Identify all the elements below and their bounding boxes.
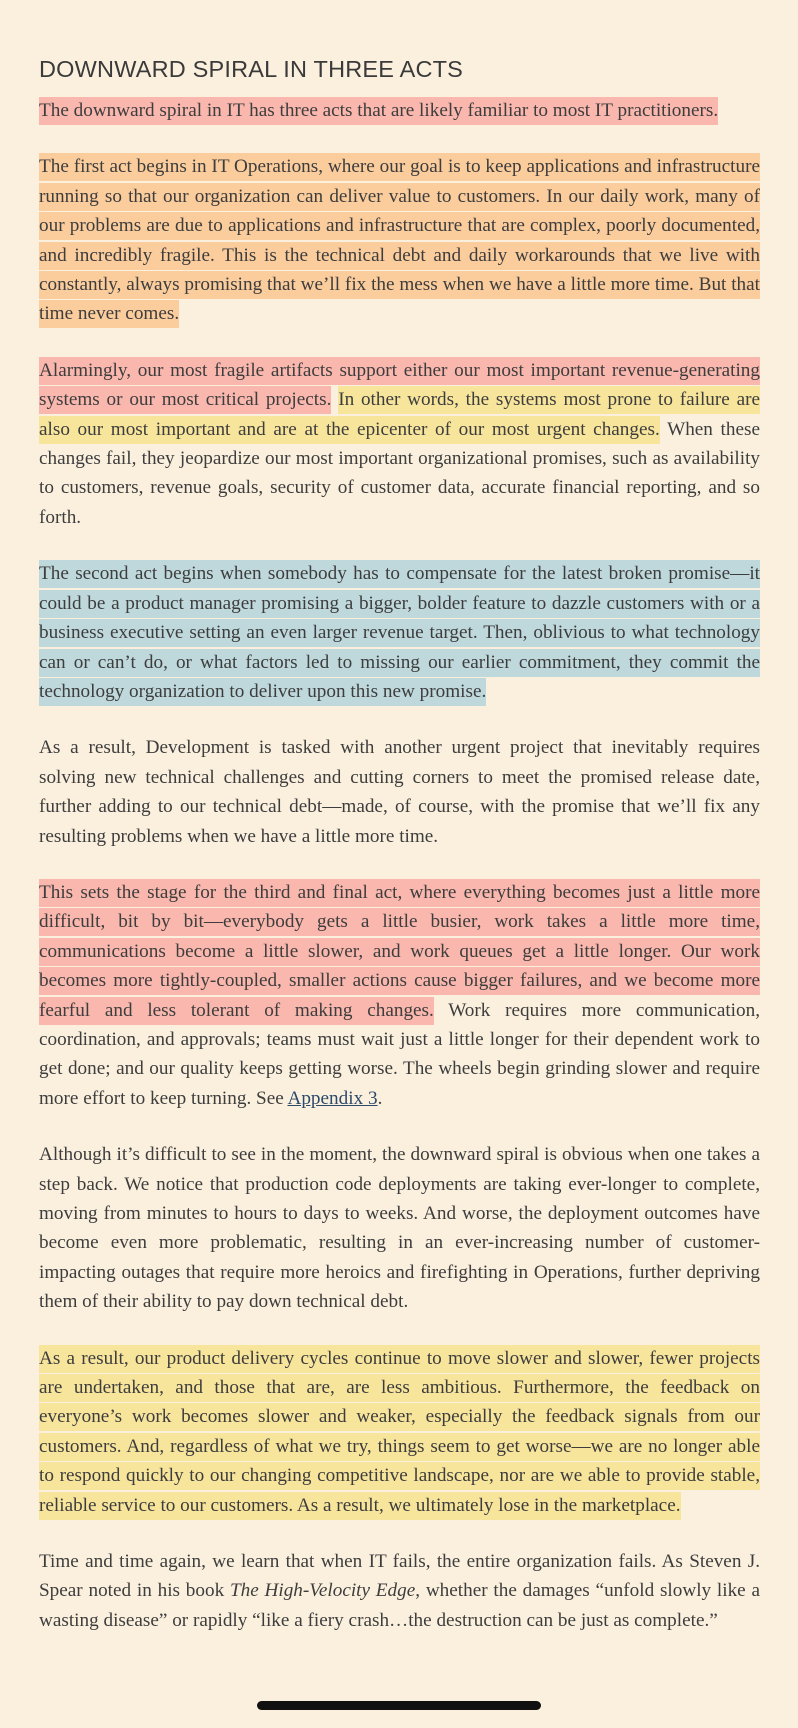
text-run: . — [377, 1087, 383, 1109]
chapter-body — [39, 96, 760, 1635]
highlight-red[interactable]: Alarmingly, our most fragile artifacts support either our most important revenue-generating systems or our most critical projects. — [39, 357, 760, 414]
text-run: , whether the damages “unfold slowly like a wasting disease” or rapidly “like a fiery crash…the destruction can be just as complete.” — [39, 1580, 760, 1631]
paragraph — [39, 878, 760, 1113]
text-run: Although it’s difficult to see in the moment, the downward spiral is obvious when one takes a step back. We notice that production code deployments are taking ever-longer to complete, moving from minutes to hours to days to weeks. And worse, the deployment outcomes have become even more problematic, resulting in an ever-increasing number of customer-impacting outages that require more heroics and firefighting in Operations, further depriving them of their ability to pay down technical debt. — [39, 1144, 760, 1313]
paragraph — [39, 1140, 760, 1316]
highlight-red[interactable]: This sets the stage for the third and final act, where everything becomes just a little more difficult, bit by bit—everybody gets a little busier, work takes a little more time, communications become a little slower, and work queues get a little longer. Our work becomes more tightly-coupled, smaller actions cause bigger failures, and we become more fearful and less tolerant of making changes. — [39, 879, 760, 1025]
chapter-heading: DOWNWARD SPIRAL IN THREE ACTS — [39, 56, 464, 82]
highlight-orange[interactable]: The first act begins in IT Operations, where our goal is to keep applications and infrastructure running so that our organization can deliver value to customers. In our daily work, many of our problems are due to applications and infrastructure that are complex, poorly documented, and incredibly fragile. This is the technical debt and daily workarounds that we live with constantly, always promising that we’ll fix the mess when we have a little more time. But that time never comes. — [39, 153, 760, 328]
highlight-red[interactable]: The downward spiral in IT has three acts that are likely familiar to most IT practitioners. — [39, 97, 718, 125]
text-run: When these changes fail, they jeopardize our most important organizational promises, such as availability to customers, revenue goals, security of customer data, accurate financial reporting, and so forth. — [39, 418, 760, 528]
appendix-link[interactable]: Appendix 3 — [287, 1087, 378, 1109]
text-run: Time and time again, we learn that when IT fails, the entire organization fails. As Steven J. Spear noted in his book — [39, 1551, 760, 1602]
home-indicator[interactable] — [257, 1701, 541, 1710]
paragraph — [39, 96, 760, 125]
highlight-yellow[interactable]: In other words, the systems most prone to failure are also our most important and are at the epicenter of our most urgent changes. — [39, 386, 760, 443]
highlight-yellow[interactable]: As a result, our product delivery cycles continue to move slower and slower, fewer projects are undertaken, and those that are, are less ambitious. Furthermore, the feedback on everyone’s work becomes slower and weaker, especially the feedback signals from our customers. And, regardless of what we try, things seem to get worse—we are no longer able to respond quickly to our changing competitive landscape, nor are we able to provide stable, reliable service to our customers. As a result, we ultimately lose in the marketplace. — [39, 1345, 760, 1520]
paragraph — [39, 733, 760, 851]
paragraph — [39, 559, 760, 706]
reader-page — [39, 52, 760, 1662]
paragraph — [39, 152, 760, 328]
paragraph — [39, 1547, 760, 1635]
paragraph — [39, 1344, 760, 1520]
book-title: The High-Velocity Edge — [229, 1580, 416, 1602]
paragraph — [39, 356, 760, 532]
highlight-blue[interactable]: The second act begins when somebody has to compensate for the latest broken promise—it could be a product manager promising a bigger, bolder feature to dazzle customers with or a business executive setting an even larger revenue target. Then, oblivious to what technology can or can’t do, or what factors led to missing our earlier commitment, they commit the technology organization to deliver upon this new promise. — [39, 560, 760, 706]
text-run: As a result, Development is tasked with another urgent project that inevitably requires solving new technical challenges and cutting corners to meet the promised release date, further adding to our technical debt—made, of course, with the promise that we’ll fix any resulting problems when we have a little more time. — [39, 737, 760, 847]
text-run: Work requires more communication, coordination, and approvals; teams must wait just a little longer for their dependent work to get done; and our quality keeps getting worse. The wheels begin grinding slower and require more effort to keep turning. See — [39, 999, 760, 1109]
